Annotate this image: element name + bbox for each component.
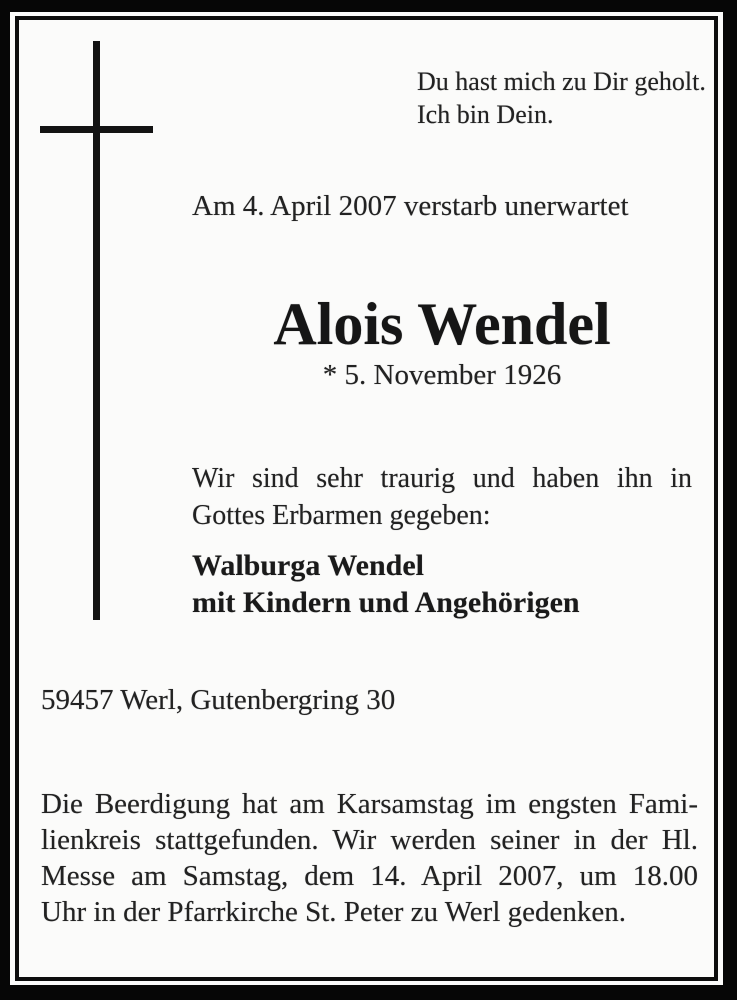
mourner-name: Walburga Wendel xyxy=(192,549,425,582)
motto-line-2: Ich bin Dein. xyxy=(417,100,554,129)
motto-block xyxy=(417,65,706,131)
funeral-paragraph xyxy=(41,786,698,930)
mourners-block xyxy=(192,547,580,621)
condolence-line-2: Gottes Erbarmen gegeben: xyxy=(192,500,491,531)
funeral-line-2: lienkreis stattgefunden. Wir werden seiner in der Hl. xyxy=(41,824,698,856)
condolence-paragraph xyxy=(192,460,692,534)
mourner-relatives: mit Kindern und Angehörigen xyxy=(192,586,580,619)
address-line: 59457 Werl, Gutenbergring 30 xyxy=(41,684,396,716)
deceased-name: Alois Wendel xyxy=(273,291,611,357)
funeral-line-1: Die Beerdigung hat am Karsamstag im engsten Fami- xyxy=(41,788,698,820)
condolence-line-1: Wir sind sehr traurig und haben ihn in xyxy=(192,463,692,494)
intro-text: Am 4. April 2007 verstarb unerwartet xyxy=(192,190,629,222)
birth-date: * 5. November 1926 xyxy=(322,359,562,391)
funeral-line-3: Messe am Samstag, dem 14. April 2007, um 18.00 xyxy=(41,860,698,892)
cross-horizontal-bar xyxy=(40,126,153,133)
motto-line-1: Du hast mich zu Dir geholt. xyxy=(417,67,706,96)
funeral-line-4: Uhr in der Pfarrkirche St. Peter zu Werl gedenken. xyxy=(41,896,626,928)
